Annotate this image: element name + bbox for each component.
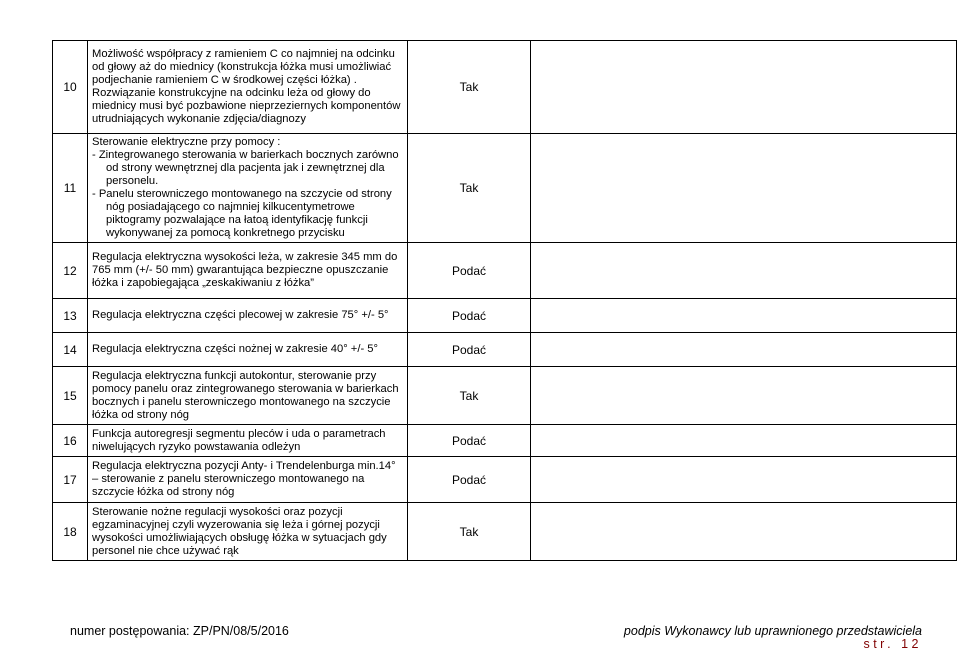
offer-cell bbox=[531, 243, 957, 299]
offer-cell bbox=[531, 425, 957, 457]
table-row bbox=[53, 367, 957, 425]
offer-cell bbox=[531, 134, 957, 243]
procedure-number: numer postępowania: ZP/PN/08/5/2016 bbox=[70, 624, 289, 638]
row-description: Regulacja elektryczna części plecowej w zakresie 75° +/- 5° bbox=[88, 299, 408, 333]
offer-cell bbox=[531, 367, 957, 425]
signature-caption: podpis Wykonawcy lub uprawnionego przedstawiciela bbox=[623, 624, 922, 638]
table-row bbox=[53, 425, 957, 457]
table-row bbox=[53, 333, 957, 367]
specification-table bbox=[52, 40, 957, 561]
row-value: Tak bbox=[408, 41, 531, 134]
offer-cell bbox=[531, 457, 957, 503]
row-number: 11 bbox=[53, 134, 88, 243]
row-value: Podać bbox=[408, 425, 531, 457]
row-number: 18 bbox=[53, 503, 88, 561]
row-value: Podać bbox=[408, 299, 531, 333]
row-description: Regulacja elektryczna części nożnej w zakresie 40° +/- 5° bbox=[88, 333, 408, 367]
offer-cell bbox=[531, 41, 957, 134]
row-description: Regulacja elektryczna wysokości leża, w zakresie 345 mm do 765 mm (+/- 50 mm) gwarantująca bezpieczne opuszczanie łóżka i zapobiegająca „zeskakiwaniu z łóżka” bbox=[88, 243, 408, 299]
row-value: Podać bbox=[408, 243, 531, 299]
page-number: str. 12 bbox=[863, 637, 922, 651]
table-row bbox=[53, 503, 957, 561]
table-row bbox=[53, 134, 957, 243]
row-description bbox=[88, 134, 408, 243]
row-value: Tak bbox=[408, 367, 531, 425]
table-row bbox=[53, 457, 957, 503]
row-description: Funkcja autoregresji segmentu pleców i uda o parametrach niwelujących ryzyko powstawania odleżyn bbox=[88, 425, 408, 457]
row-description: Możliwość współpracy z ramieniem C co najmniej na odcinku od głowy aż do miednicy (konstrukcja łóżka musi umożliwiać podjechanie ramieniem C w środkowej części łóżka) . Rozwiązanie konstrukcyjne na odcinku leża od głowy do miednicy musi być pozbawione nieprzeziernych komponentów utrudniających wykonanie zdjęcia/diagnozy bbox=[88, 41, 408, 134]
row-number: 15 bbox=[53, 367, 88, 425]
row-number: 17 bbox=[53, 457, 88, 503]
row-number: 12 bbox=[53, 243, 88, 299]
row-number: 10 bbox=[53, 41, 88, 134]
offer-cell bbox=[531, 333, 957, 367]
table-row bbox=[53, 41, 957, 134]
description-item: - Panelu sterowniczego montowanego na szczycie od strony nóg posiadającego co najmniej kilkucentymetrowe piktogramy pozwalające na łatoą identyfikację funkcji wykonywanej za pomocą konkretnego przycisku bbox=[92, 188, 392, 239]
table-row bbox=[53, 243, 957, 299]
description-item: - Zintegrowanego sterowania w barierkach bocznych zarówno od strony wewnętrznej dla pacjenta jak i zewnętrznej dla personelu. bbox=[92, 149, 399, 187]
row-description: Regulacja elektryczna pozycji Anty- i Trendelenburga min.14° – sterowanie z panelu sterowniczego montowanego na szczycie łóżka od strony nóg bbox=[88, 457, 408, 503]
row-value: Tak bbox=[408, 134, 531, 243]
row-description: Sterowanie nożne regulacji wysokości oraz pozycji egzaminacyjnej czyli wyzerowania się leża i górnej pozycji wysokości umożliwiających obsługę łóżka w sytuacjach gdy personel nie chce używać rąk bbox=[88, 503, 408, 561]
description-intro: Sterowanie elektryczne przy pomocy : bbox=[92, 136, 281, 148]
row-value: Podać bbox=[408, 457, 531, 503]
table-row bbox=[53, 299, 957, 333]
offer-cell bbox=[531, 299, 957, 333]
row-number: 16 bbox=[53, 425, 88, 457]
row-value: Podać bbox=[408, 333, 531, 367]
row-value: Tak bbox=[408, 503, 531, 561]
row-description: Regulacja elektryczna funkcji autokontur, sterowanie przy pomocy panelu oraz zintegrowanego sterowania w barierkach bocznych i panelu sterowniczego montowanego na szczycie łóżka od strony nóg bbox=[88, 367, 408, 425]
row-number: 13 bbox=[53, 299, 88, 333]
row-number: 14 bbox=[53, 333, 88, 367]
offer-cell bbox=[531, 503, 957, 561]
